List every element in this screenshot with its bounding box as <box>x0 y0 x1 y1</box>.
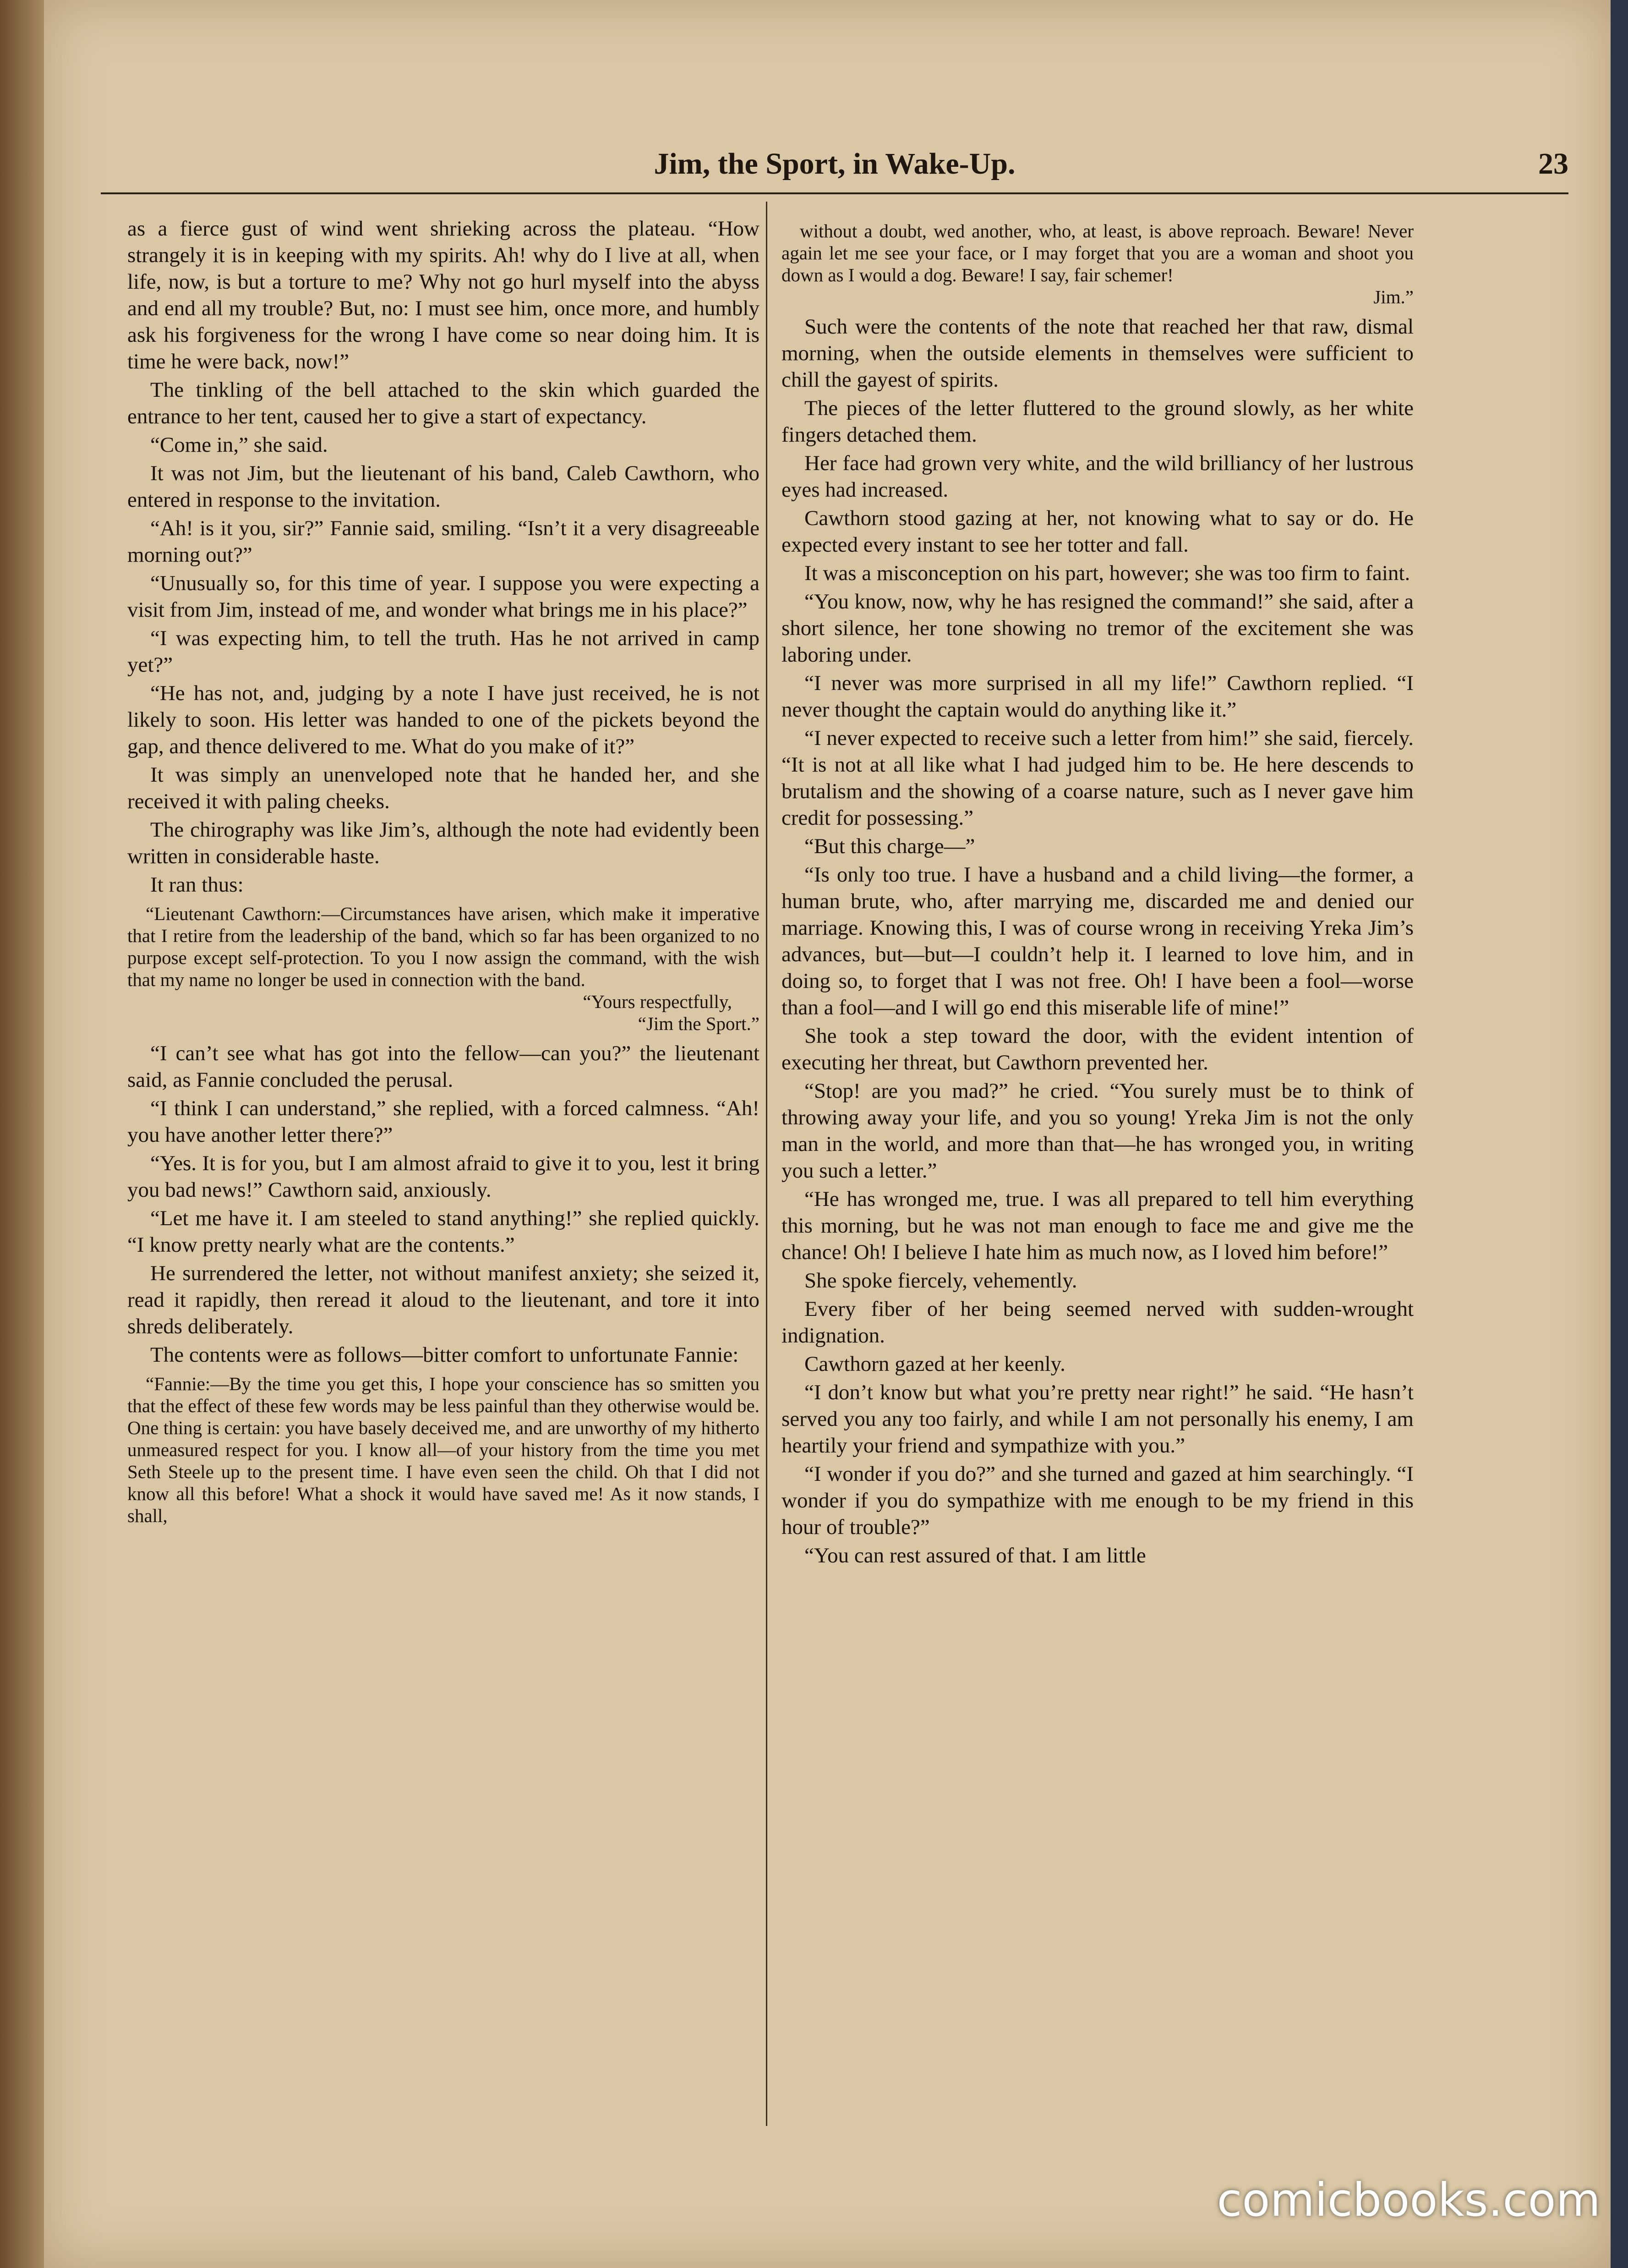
running-head: Jim, the Sport, in Wake-Up. <box>654 147 1016 181</box>
paragraph: She took a step toward the door, with the evident intention of executing her threat, but Cawthorn prevented her. <box>781 1024 1414 1074</box>
paragraph: “But this charge—” <box>804 834 975 858</box>
paragraph: “You can rest assured of that. I am little <box>804 1544 1146 1567</box>
watermark: comicbooks.com <box>1217 2173 1601 2227</box>
paragraph: “Is only too true. I have a husband and a child living—the former, a human brute, who, after marrying me, discarded me and denied our marriage. Knowing this, I was of course wrong in receiving Yreka Jim’s advances, but—but—I couldn’t help it. I learned to love him, and in doing so, to forget that I was not free. Oh! I have been a fool—worse than a fool—and I will go end this miserable life of mine!” <box>781 863 1414 1019</box>
paragraph: “I can’t see what has got into the fellow—can you?” the lieutenant said, as Fannie concluded the perusal. <box>127 1041 759 1092</box>
letter-signature: “Jim the Sport.” <box>638 1013 759 1034</box>
paragraph: She spoke fiercely, vehemently. <box>804 1269 1077 1293</box>
paragraph: “Ah! is it you, sir?” Fannie said, smiling. “Isn’t it a very disagreeable morning out?” <box>127 516 759 567</box>
paragraph: “I never expected to receive such a letter from him!” she said, fiercely. “It is not at all like what I had judged him to be. He here descends to brutalism and the showing of a coarse nature, such as I never gave him credit for possessing.” <box>781 726 1414 830</box>
letter-signoff: Jim.” <box>1373 286 1414 307</box>
paragraph: “He has not, and, judging by a note I have just received, he is not likely to soon. His letter was handed to one of the pickets beyond the gap, and thence delivered to me. What do you make of it?” <box>127 681 759 758</box>
letter-text: “Fannie:—By the time you get this, I hope your conscience has so smitten you that the effect of these few words may be less painful than they otherwise would be. One thing is certain: you have basely deceived me, and are unworthy of my hitherto unmeasured respect for you. I know all—of your history from the time you met Seth Steele up to the present time. I have even seen the child. Oh that I did not know all this before! What a shock it would have saved me! As it now stands, I shall, <box>127 1373 759 1526</box>
paragraph: He surrendered the letter, not without manifest anxiety; she seized it, read it rapidly, then reread it aloud to the lieutenant, and tore it into shreds deliberately. <box>127 1261 759 1338</box>
letter-quote <box>127 1373 759 1527</box>
paragraph: Such were the contents of the note that reached her that raw, dismal morning, when the outside elements in themselves were sufficient to chill the gayest of spirits. <box>781 315 1414 392</box>
paragraph: “Come in,” she said. <box>150 433 328 457</box>
paragraph: “Let me have it. I am steeled to stand anything!” she replied quickly. “I know pretty nearly what are the contents.” <box>127 1206 759 1257</box>
letter-signoff: “Yours respectfully, <box>583 991 732 1012</box>
paragraph: It ran thus: <box>150 873 244 897</box>
letter-text: without a doubt, wed another, who, at least, is above reproach. Beware! Never again let me see your face, or I may forget that you are a woman and shoot you down as I would a dog. Beware! I say, fair schemer! <box>781 220 1414 285</box>
paragraph: “He has wronged me, true. I was all prepared to tell him everything this morning, but he was not man enough to face me and give me the chance! Oh! I believe I hate him as much now, as I loved him before!” <box>781 1187 1414 1264</box>
left-column <box>127 215 759 1532</box>
column-divider <box>766 202 767 2126</box>
paragraph: “I was expecting him, to tell the truth. Has he not arrived in camp yet?” <box>127 626 759 677</box>
paragraph: The contents were as follows—bitter comfort to unfortunate Fannie: <box>150 1343 739 1367</box>
paragraph: The chirography was like Jim’s, although the note had evidently been written in considerable haste. <box>127 818 759 868</box>
paragraph: “I never was more surprised in all my life!” Cawthorn replied. “I never thought the captain would do anything like it.” <box>781 671 1414 722</box>
paragraph: It was not Jim, but the lieutenant of his band, Caleb Cawthorn, who entered in response to the invitation. <box>127 461 759 512</box>
page-header <box>101 137 1568 194</box>
page-number: 23 <box>1538 147 1568 181</box>
letter-quote <box>781 220 1414 308</box>
paragraph: Cawthorn gazed at her keenly. <box>804 1352 1065 1376</box>
paragraph: “You know, now, why he has resigned the command!” she said, after a short silence, her tone showing no tremor of the excitement she was laboring under. <box>781 590 1414 667</box>
paragraph: Cawthorn stood gazing at her, not knowing what to say or do. He expected every instant to see her totter and fall. <box>781 506 1414 557</box>
paragraph: The tinkling of the bell attached to the skin which guarded the entrance to her tent, caused her to give a start of expectancy. <box>127 378 759 428</box>
letter-text: “Lieutenant Cawthorn:—Circumstances have arisen, which make it imperative that I retire from the leadership of the band, which so far has been organized to no purpose except self-protection. To you I now assign the command, with the wish that my name no longer be used in connection with the band. <box>127 903 759 990</box>
paragraph: “I wonder if you do?” and she turned and gazed at him searchingly. “I wonder if you do sympathize with me enough to be my friend in this hour of trouble?” <box>781 1462 1414 1539</box>
letter-quote <box>127 903 759 1035</box>
paragraph: “Unusually so, for this time of year. I suppose you were expecting a visit from Jim, instead of me, and wonder what brings me in his place?” <box>127 571 759 622</box>
paragraph: “I think I can understand,” she replied, with a forced calmness. “Ah! you have another letter there?” <box>127 1096 759 1147</box>
paragraph: The pieces of the letter fluttered to the ground slowly, as her white fingers detached them. <box>781 396 1414 447</box>
paragraph: Her face had grown very white, and the wild brilliancy of her lustrous eyes had increased. <box>781 451 1414 502</box>
paragraph: “I don’t know but what you’re pretty near right!” he said. “He hasn’t served you any too fairly, and while I am not personally his enemy, I am heartily your friend and sympathize with you.” <box>781 1381 1414 1457</box>
paragraph: Every fiber of her being seemed nerved with sudden-wrought indignation. <box>781 1297 1414 1348</box>
paragraph: “Stop! are you mad?” he cried. “You surely must be to think of throwing away your life, and you so young! Yreka Jim is not the only man in the world, and more than that—he has wronged you, in writing you such a letter.” <box>781 1079 1414 1183</box>
paragraph: It was a misconception on his part, however; she was too firm to faint. <box>804 561 1410 585</box>
right-column <box>781 215 1414 1571</box>
paragraph: “Yes. It is for you, but I am almost afraid to give it to you, lest it bring you bad news!” Cawthorn said, anxiously. <box>127 1151 759 1202</box>
paragraph: It was simply an unenveloped note that he handed her, and she received it with paling cheeks. <box>127 763 759 813</box>
paragraph: as a fierce gust of wind went shrieking across the plateau. “How strangely it is in keeping with my spirits. Ah! why do I live at all, when life, now, is but a torture to me? Why not go hurl myself into the abyss and end all my trouble? But, no: I must see him, once more, and humbly ask his forgiveness for the wrong I have come so near doing him. It is time he were back, now!” <box>127 217 759 373</box>
